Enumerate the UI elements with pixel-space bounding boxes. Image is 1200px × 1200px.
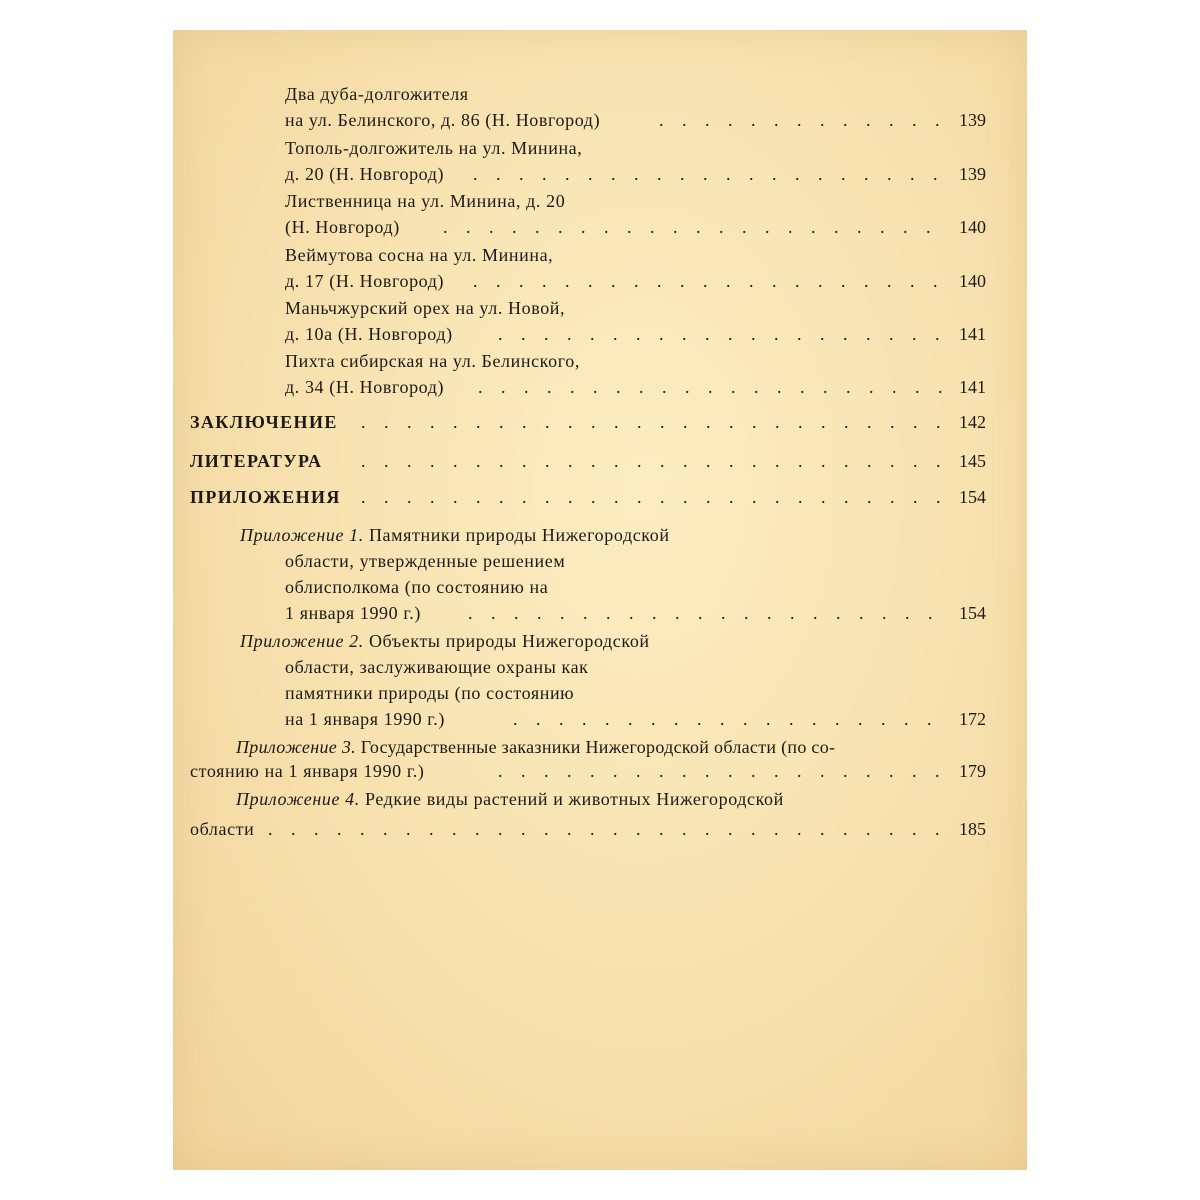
page-number: 172	[959, 709, 986, 729]
toc-entry-text: Пихта сибирская на ул. Белинского,	[285, 351, 580, 371]
toc-entry-text: д. 17 (Н. Новгород)	[285, 271, 445, 291]
section-title: ЗАКЛЮЧЕНИЕ	[190, 412, 338, 432]
appendix-label: Приложение 4.	[236, 789, 360, 809]
dot-leader	[443, 216, 948, 238]
toc-entry-text: Тополь-долгожитель на ул. Минина,	[285, 138, 583, 158]
toc-entry-text: Маньчжурский орех на ул. Новой,	[285, 298, 566, 318]
page-number: 139	[959, 164, 986, 184]
table-of-contents	[173, 30, 1027, 1170]
appendix-first-line	[236, 736, 835, 758]
page-number: 141	[959, 377, 986, 397]
toc-entry-text: Два дуба-долгожителя	[285, 84, 469, 104]
toc-entry-text: д. 20 (Н. Новгород)	[285, 164, 445, 184]
page-number: 185	[959, 819, 986, 839]
appendix-label: Приложение 1.	[240, 525, 364, 545]
appendix-text: области	[190, 819, 255, 839]
dot-leader	[473, 270, 948, 292]
dot-leader	[268, 818, 948, 840]
appendix-text: Государственные заказники Нижегородской области (по со-	[355, 737, 836, 757]
dot-leader	[498, 760, 948, 782]
dot-leader	[478, 376, 948, 398]
appendix-text: области, утвержденные решением	[285, 551, 566, 571]
appendix-text: стоянию на 1 января 1990 г.)	[190, 761, 425, 781]
page-number: 141	[959, 324, 986, 344]
toc-entry-text: Веймутова сосна на ул. Минина,	[285, 245, 554, 265]
appendix-text: на 1 января 1990 г.)	[285, 709, 445, 729]
book-page	[173, 30, 1027, 1170]
dot-leader	[659, 109, 948, 131]
appendix-text: памятники природы (по состоянию	[285, 683, 575, 703]
appendix-label: Приложение 3.	[236, 737, 356, 757]
dot-leader	[473, 163, 948, 185]
appendix-text: Редкие виды растений и животных Нижегородской	[359, 789, 784, 809]
toc-entry-text: Лиственница на ул. Минина, д. 20	[285, 191, 566, 211]
dot-leader	[498, 323, 948, 345]
page-number: 140	[959, 271, 986, 291]
dot-leader	[361, 411, 948, 433]
appendix-first-line	[240, 630, 650, 652]
page-number: 179	[959, 761, 986, 781]
toc-entry-text: на ул. Белинского, д. 86 (Н. Новгород)	[285, 110, 601, 130]
page-number: 139	[959, 110, 986, 130]
page-number: 154	[959, 487, 986, 507]
appendix-first-line	[240, 524, 670, 546]
dot-leader	[468, 602, 948, 624]
appendix-text: Памятники природы Нижегородской	[363, 525, 670, 545]
section-title: ПРИЛОЖЕНИЯ	[190, 487, 341, 507]
appendix-text: 1 января 1990 г.)	[285, 603, 421, 623]
dot-leader	[513, 708, 948, 730]
appendix-text: облисполкома (по состоянию на	[285, 577, 549, 597]
page-number: 154	[959, 603, 986, 623]
section-title: ЛИТЕРАТУРА	[190, 451, 323, 471]
dot-leader	[361, 450, 948, 472]
appendix-first-line	[236, 788, 784, 810]
toc-entry-text: д. 34 (Н. Новгород)	[285, 377, 445, 397]
toc-entry-text: (Н. Новгород)	[285, 217, 400, 237]
page-number: 145	[959, 451, 986, 471]
toc-entry-text: д. 10а (Н. Новгород)	[285, 324, 453, 344]
page-number: 140	[959, 217, 986, 237]
appendix-text: области, заслуживающие охраны как	[285, 657, 589, 677]
page-number: 142	[959, 412, 986, 432]
appendix-label: Приложение 2.	[240, 631, 364, 651]
dot-leader	[361, 486, 948, 508]
appendix-text: Объекты природы Нижегородской	[363, 631, 650, 651]
